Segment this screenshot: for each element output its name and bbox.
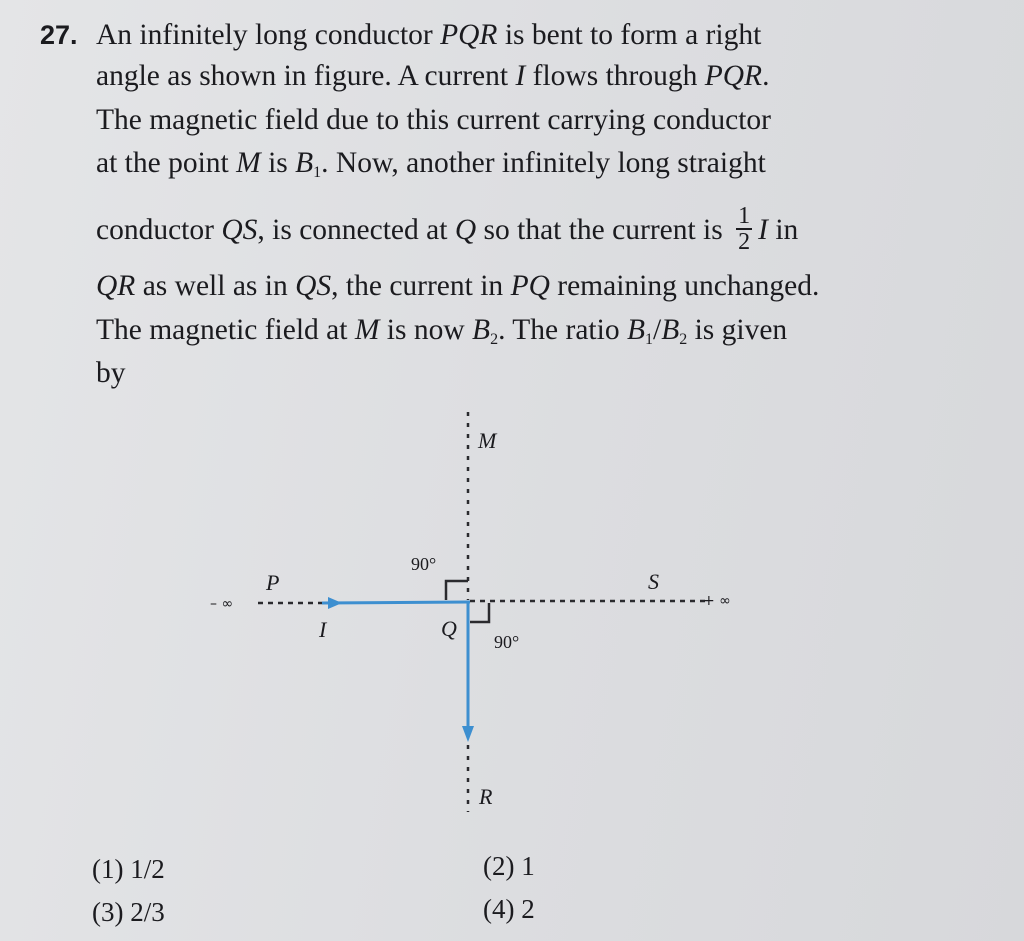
- question-line: The magnetic field at M is now $B_2$. The ratio $B_1/B_2$ is given: [96, 314, 788, 348]
- subscript: 1: [644, 331, 653, 348]
- math-symbol: QR: [96, 270, 136, 302]
- option-2[interactable]: (2) 1: [483, 851, 535, 881]
- subscript: 2: [679, 331, 688, 348]
- fraction-numerator: 1: [738, 203, 751, 229]
- label-right-infinity: + ∞: [703, 593, 731, 609]
- right-angle-marker-top: [446, 581, 468, 600]
- option-1[interactable]: (1) 1/2: [92, 854, 165, 884]
- label-left-infinity: – ∞: [210, 596, 234, 612]
- conductor-pq: [322, 602, 470, 603]
- label-angle-top: 90°: [411, 554, 437, 574]
- question-line: An infinitely long conductor PQR is bent to form a right: [96, 19, 762, 51]
- label-s: S: [648, 569, 659, 594]
- right-angle-marker-bottom: [470, 603, 489, 622]
- math-symbol: B: [295, 147, 314, 179]
- question-number: 27.: [40, 20, 78, 50]
- arrow-down-icon: [462, 726, 474, 742]
- label-current-i: I: [319, 617, 327, 642]
- question-line: by: [96, 357, 126, 389]
- arrow-right-icon: [328, 597, 342, 609]
- subscript: 2: [490, 331, 499, 348]
- math-symbol: I: [758, 213, 768, 246]
- math-symbol: Q: [454, 213, 477, 246]
- label-r: R: [479, 784, 493, 809]
- label-p: P: [266, 570, 280, 595]
- label-q: Q: [441, 616, 457, 641]
- math-symbol: QS: [221, 213, 258, 246]
- math-symbol: PQR: [440, 19, 498, 51]
- label-m: M: [478, 428, 497, 453]
- math-symbol: PQ: [510, 270, 550, 302]
- fraction-denominator: 2: [738, 229, 751, 255]
- option-3[interactable]: (3) 2/3: [92, 897, 165, 927]
- question-line: QR as well as in QS, the current in PQ remaining unchanged.: [96, 270, 820, 302]
- question-line: The magnetic field due to this current carrying conductor: [96, 104, 771, 136]
- math-symbol: B: [661, 314, 680, 346]
- label-angle-bottom: 90°: [494, 632, 520, 652]
- math-symbol: QS: [295, 270, 332, 302]
- math-symbol: B: [472, 314, 491, 346]
- question-line: at the point M is $B_1$. Now, another infinitely long straight: [96, 147, 766, 181]
- math-symbol: M: [236, 147, 261, 179]
- question-line: angle as shown in figure. A current I flows through PQR.: [96, 60, 770, 92]
- question-line: conductor QS, is connected at Q so that the current is $\frac{1}{2}$ I in: [96, 203, 799, 255]
- option-4[interactable]: (4) 2: [483, 894, 535, 924]
- subscript: 1: [313, 164, 322, 181]
- math-symbol: I: [515, 60, 526, 92]
- math-symbol: M: [354, 314, 380, 346]
- math-symbol: B: [626, 314, 645, 346]
- math-symbol: PQR: [704, 60, 763, 92]
